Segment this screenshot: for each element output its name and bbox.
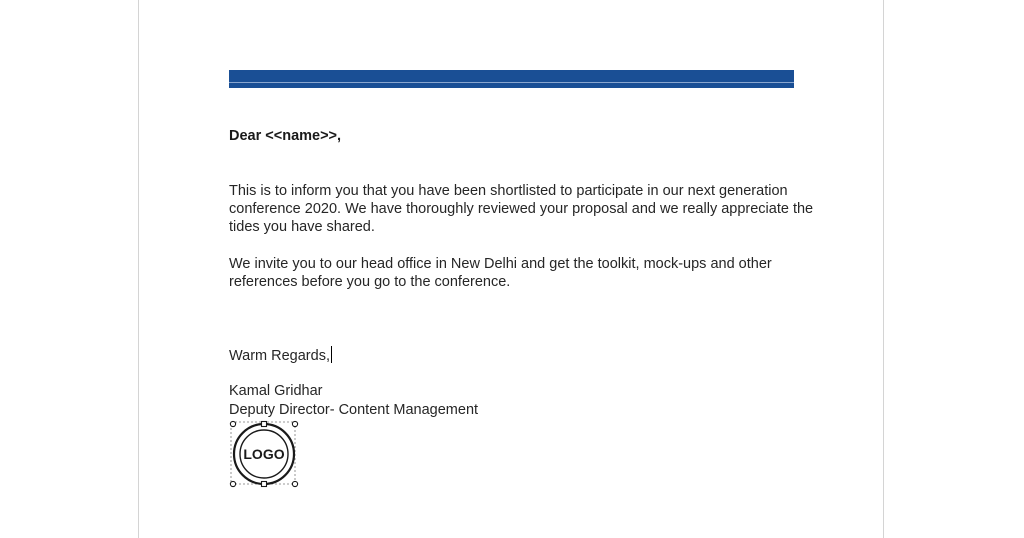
header-bar bbox=[229, 70, 794, 88]
resize-handle-bottom-right[interactable] bbox=[292, 481, 297, 486]
sender-name[interactable]: Kamal Gridhar bbox=[229, 383, 323, 399]
resize-handle-bottom[interactable] bbox=[262, 482, 267, 487]
resize-handle-top[interactable] bbox=[262, 422, 267, 427]
resize-handle-top-right[interactable] bbox=[292, 421, 297, 426]
closing-line[interactable] bbox=[229, 346, 332, 365]
paragraph-1-line-1: This is to inform you that you have been shortlisted to participate in our next generation bbox=[229, 183, 788, 199]
resize-handle-bottom-left[interactable] bbox=[230, 481, 235, 486]
text-cursor bbox=[331, 346, 332, 363]
document-page[interactable] bbox=[138, 0, 884, 538]
paragraph-2-line-1: We invite you to our head office in New Delhi and get the toolkit, mock-ups and other bbox=[229, 256, 772, 272]
paragraph-1-line-2: conference 2020. We have thoroughly reviewed your proposal and we really appreciate the bbox=[229, 201, 814, 217]
salutation[interactable]: Dear <<name>>, bbox=[229, 128, 342, 144]
sender-title[interactable]: Deputy Director- Content Management bbox=[229, 402, 479, 418]
paragraph-1[interactable] bbox=[229, 182, 813, 236]
logo-image[interactable] bbox=[229, 418, 303, 492]
header-bar-line bbox=[229, 82, 794, 83]
logo-text: LOGO bbox=[243, 446, 285, 462]
closing-text: Warm Regards, bbox=[229, 348, 330, 364]
paragraph-1-line-3: tides you have shared. bbox=[229, 219, 375, 235]
resize-handle-top-left[interactable] bbox=[230, 421, 235, 426]
paragraph-2[interactable] bbox=[229, 255, 772, 291]
paragraph-2-line-2: references before you go to the conference. bbox=[229, 274, 511, 290]
